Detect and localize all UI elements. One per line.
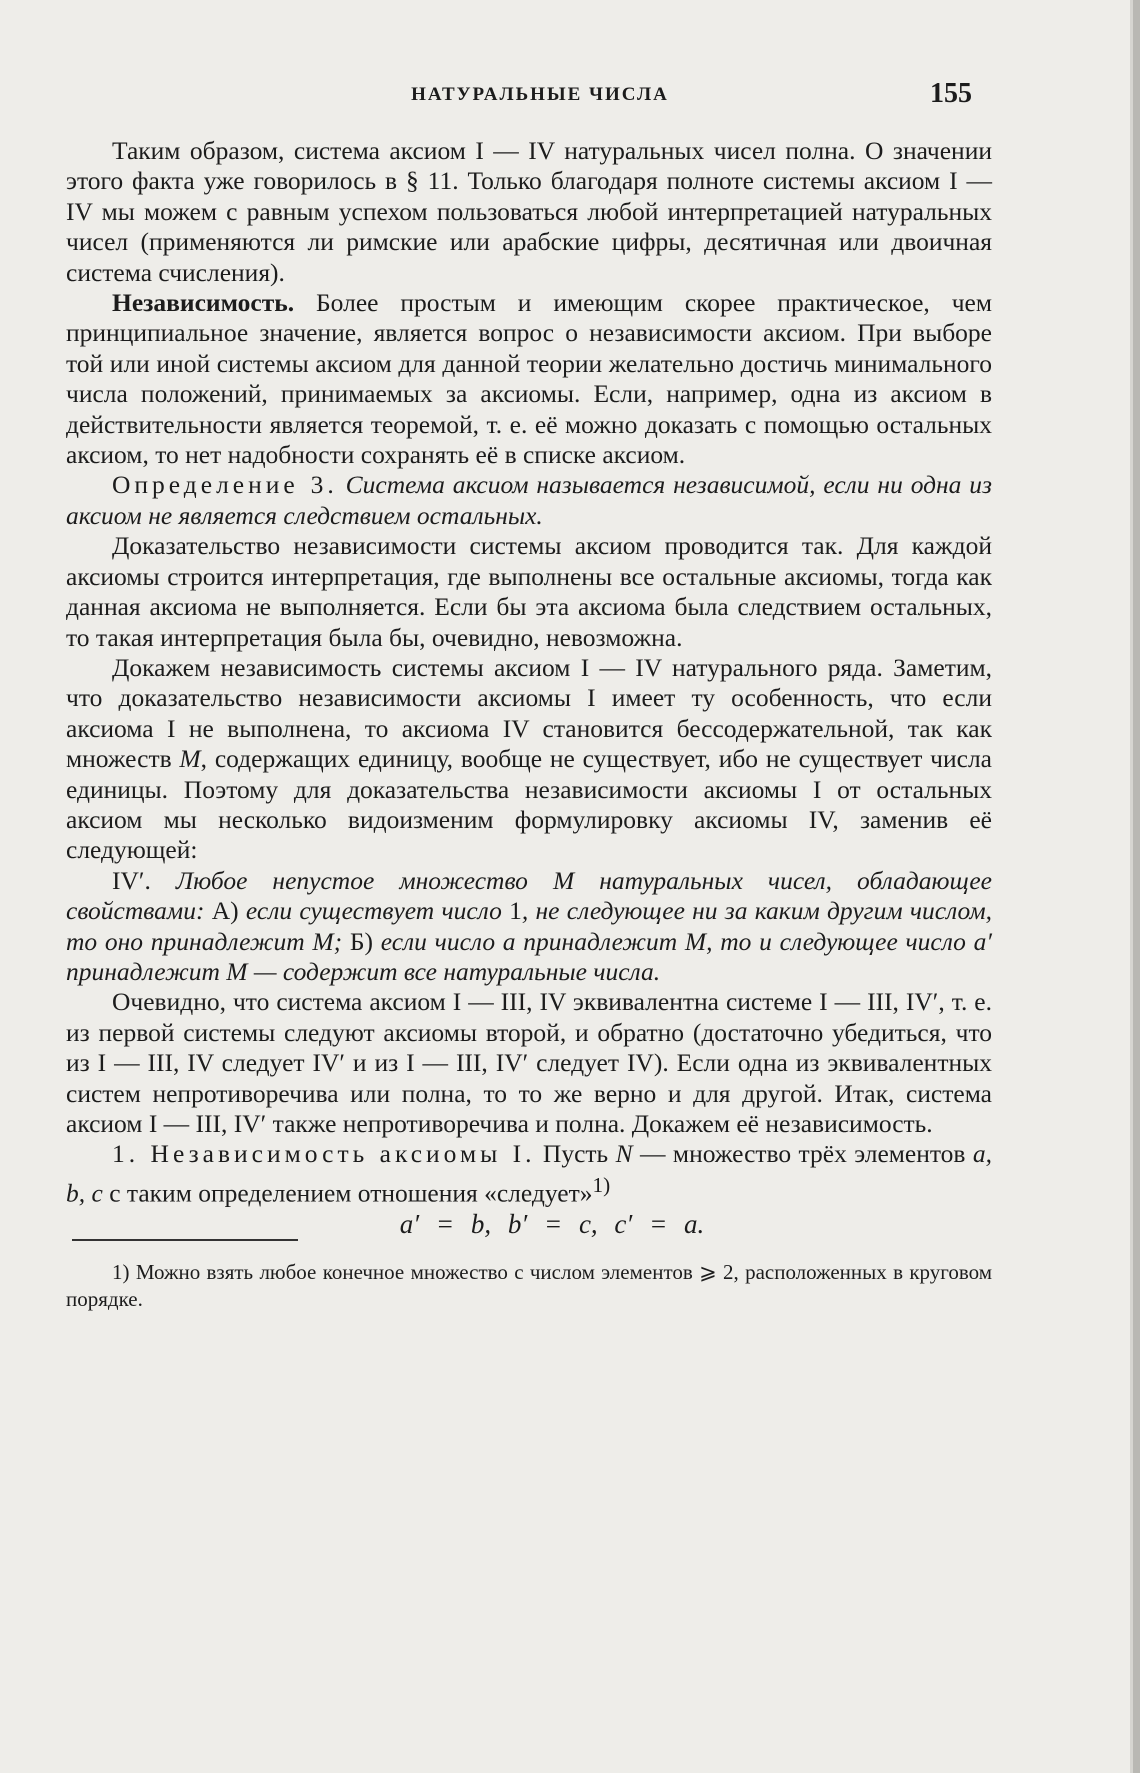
formula: a′ = b, b′ = c, c′ = a.	[399, 1208, 705, 1239]
footnote-marker: 1)	[112, 1260, 130, 1285]
axiom-cond-b: Б)	[349, 926, 374, 956]
axiom-text-4: если число a принадлежит M, то и следующее число a′ принадлежит M — содержит все натуральные числа.	[66, 926, 992, 986]
axiom-cond-a: А)	[211, 896, 239, 926]
definition-text: Система аксиом называется независимой, если ни одна из аксиом не является следствием остальных.	[66, 470, 992, 530]
proof-text-2: , содержащих единицу, вообще не существует, ибо не существует числа единицы. Поэтому для доказательства независимости аксиомы I от остальных аксиом мы несколько видоизменим формулировку аксиомы IV, заменив её следующей:	[66, 744, 993, 865]
set-n: N	[615, 1139, 633, 1169]
elements: a, b, c	[66, 1139, 993, 1208]
p8-text-2: — множество трёх элементов	[632, 1139, 973, 1169]
definition-label: Определение 3.	[112, 470, 338, 500]
page-edge-shadow	[1130, 0, 1133, 1773]
axiom-one: 1	[509, 896, 522, 926]
axiom-text-3: , не следующее ни за каким другим числом, то оно принадлежит M;	[66, 896, 992, 956]
axiom-text-2: если существует число	[238, 896, 510, 926]
paragraph-proof-start	[66, 653, 992, 866]
p8-text-3: с таким определением отношения «следует»	[102, 1178, 593, 1208]
p8-text-1: Пусть	[535, 1139, 616, 1169]
axiom-iv-prime	[66, 866, 992, 988]
definition-3	[66, 470, 992, 531]
footnote-ref: 1)	[592, 1172, 611, 1197]
page-edge	[1133, 0, 1140, 1773]
paragraph-equivalence: Очевидно, что система аксиом I — III, IV эквивалентна системе I — III, IV′, т. е. из первой системы следуют аксиомы второй, и обратно (достаточно убедиться, что из I — III, IV следует IV′ и из I — III, IV′ следует IV). Если одна из эквивалентных систем непротиворечива или полна, то то же верно и для другой. Итак, система аксиом I — III, IV′ также непротиворечива и полна. Докажем её независимость.	[66, 987, 992, 1138]
paragraph-independence-axiom-1	[66, 1139, 992, 1208]
set-m: M	[179, 744, 201, 774]
axiom-text-1: Любое непустое множество M натуральных чисел, обладающее свойствами:	[66, 865, 992, 926]
section-label: 1. Независимость аксиомы I.	[112, 1139, 536, 1169]
footnote	[66, 1259, 992, 1313]
page-header	[0, 78, 1140, 118]
proof-text-1: Докажем независимость системы аксиом I — IV натурального ряда. Заметим, что доказательство независимости аксиомы I имеет ту особенность, что если аксиома I не выполнена, то аксиома IV становится бессодержательной, так как множеств	[66, 652, 992, 774]
page-number: 155	[930, 78, 972, 109]
independence-heading: Независимость.	[112, 288, 295, 318]
body-text	[66, 136, 992, 1313]
paragraph-proof-method: Доказательство независимости системы аксиом проводится так. Для каждой аксиомы строится интерпретация, где выполнены все остальные аксиомы, тогда как данная аксиома не выполняется. Если бы эта аксиома была следствием остальных, то такая интерпретация была бы, очевидно, невозможна.	[66, 531, 992, 652]
running-head: НАТУРАЛЬНЫЕ ЧИСЛА	[411, 84, 669, 105]
paragraph-independence	[66, 288, 992, 470]
axiom-label: IV′.	[112, 865, 151, 895]
independence-text: Более простым и имеющим скорее практическое, чем принципиальное значение, является вопрос о независимости аксиом. При выборе той или иной системы аксиом для данной теории желательно достичь минимального числа положений, принимаемых за аксиомы. Если, например, одна из аксиом в действительности является теоремой, т. е. её можно доказать с помощью остальных аксиом, то нет надобности сохранять её в списке аксиом.	[66, 288, 992, 470]
footnote-rule	[72, 1239, 298, 1241]
paragraph-completeness: Таким образом, система аксиом I — IV натуральных чисел полна. О значении этого факта уже говорилось в § 11. Только благодаря полноте системы аксиом I — IV мы можем с равным успехом пользоваться любой интерпретацией натуральных чисел (применяются ли римские или арабские цифры, десятичная или двоичная система счисления).	[66, 136, 992, 287]
footnote-text: Можно взять любое конечное множество с числом элементов ⩾ 2, расположенных в круговом порядке.	[66, 1260, 992, 1312]
